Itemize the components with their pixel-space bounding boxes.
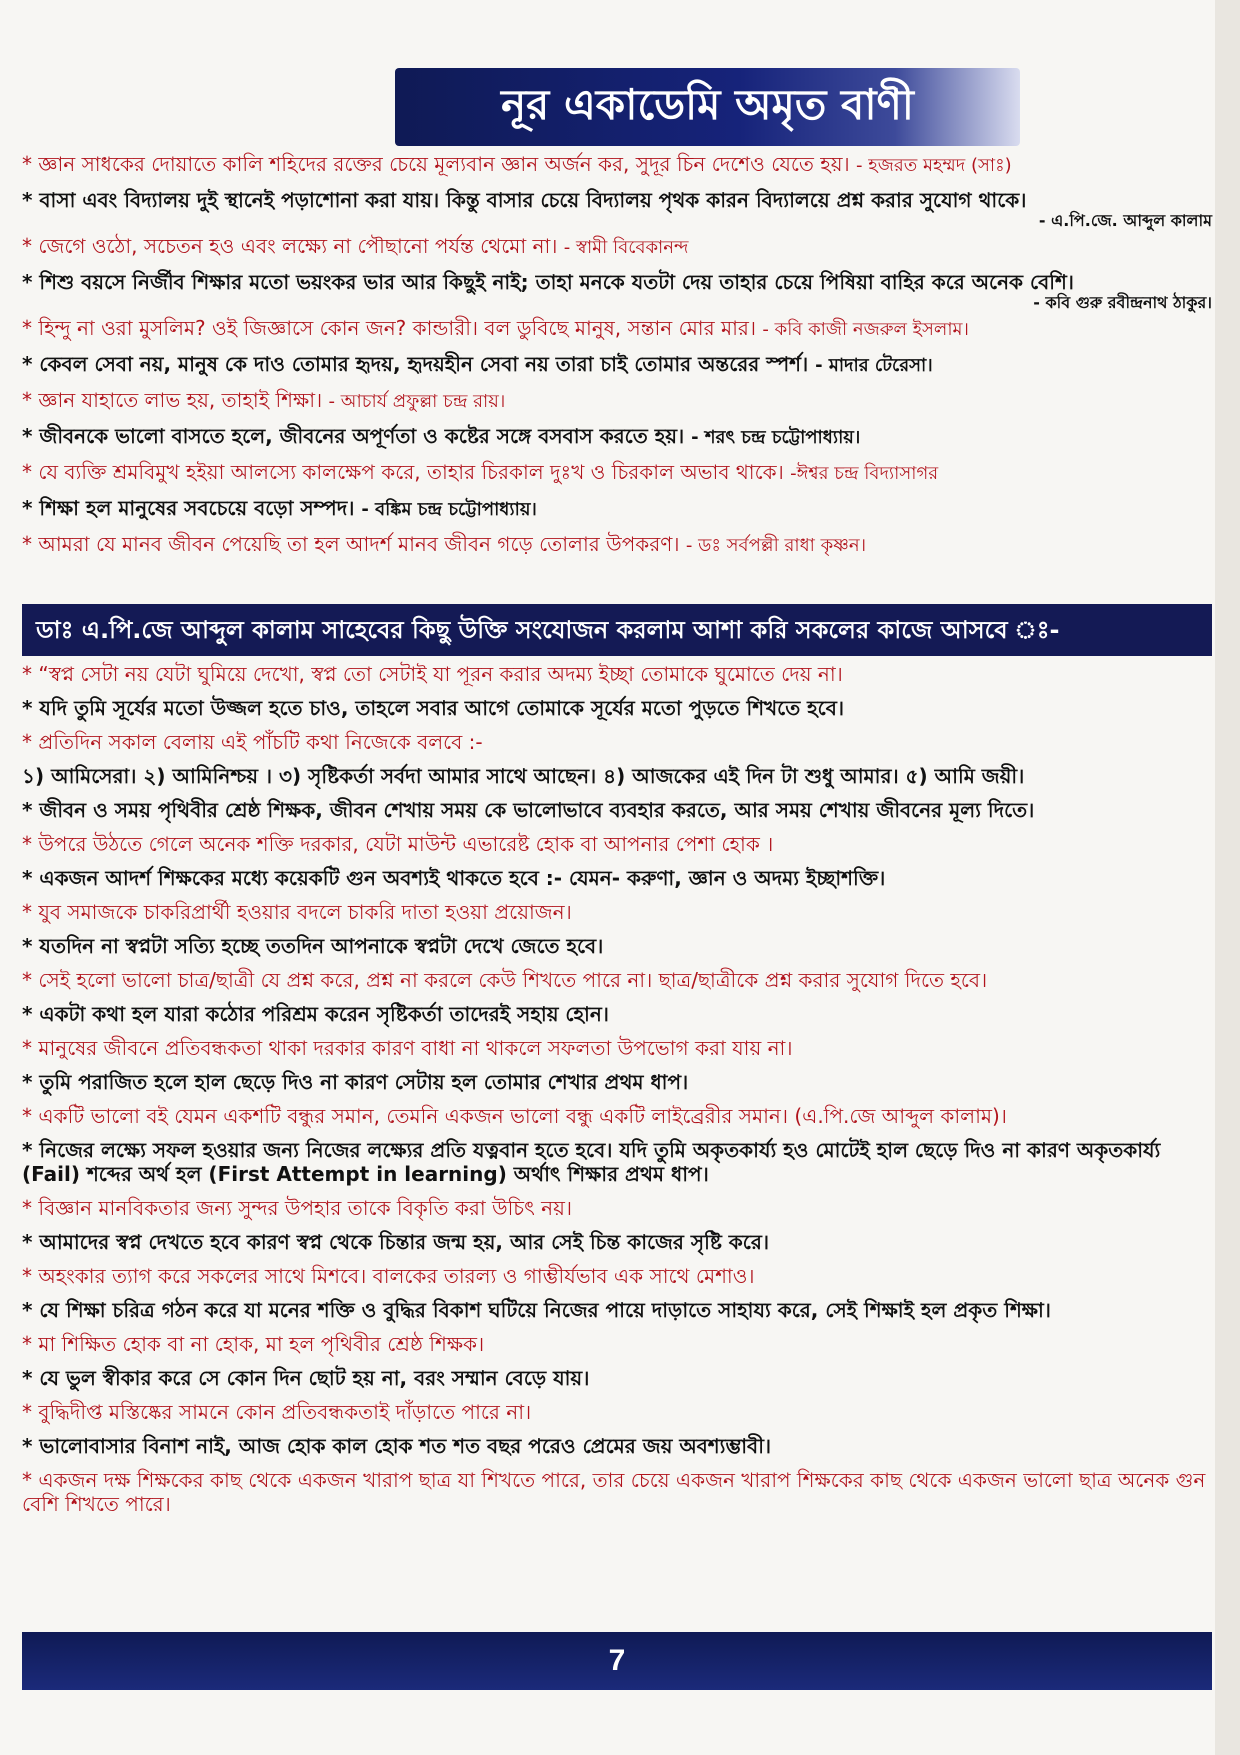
quote-text: * আমাদের স্বপ্ন দেখতে হবে কারণ স্বপ্ন থেকে চিন্তার জন্ম হয়, আর সেই চিন্ত কাজের সৃষ্টি করে। (22, 1230, 769, 1254)
quote-item (22, 1400, 1212, 1424)
quote-text: * নিজের লক্ষ্যে সফল হওয়ার জন্য নিজের লক্ষ্যের প্রতি যত্নবান হতে হবে। যদি তুমি অকৃতকার্য্য হও মোটেই হাল ছেড়ে দিও না কারণ অকৃতকার্য্য (Fail) শব্দের অর্থ হল (First Attempt in learning) অর্থাৎ শিক্ষার প্রথম ধাপ। (22, 1138, 1161, 1186)
quote-text: * অহংকার ত্যাগ করে সকলের সাথে মিশবে। বালকের তারল্য ও গাম্ভীর্যভাব এক সাথে মেশাও। (22, 1264, 755, 1288)
page-number: 7 (608, 1644, 626, 1677)
quote-text: * মানুষের জীবনে প্রতিবন্ধকতা থাকা দরকার কারণ বাধা না থাকলে সফলতা উপভোগ করা যায় না। (22, 1036, 793, 1060)
quote-item (22, 764, 1212, 788)
quote-text: * জীবনকে ভালো বাসতে হলে, জীবনের অপূর্ণতা ও কষ্টের সঙ্গে বসবাস করতে হয়। (22, 424, 685, 448)
quote-text: * যদি তুমি সূর্যের মতো উজ্জল হতে চাও, তাহলে সবার আগে তোমাকে সূর্যের মতো পুড়তে শিখতে হবে। (22, 696, 845, 720)
quote-text: * বিজ্ঞান মানবিকতার জন্য সুন্দর উপহার তাকে বিকৃতি করা উচিৎ নয়। (22, 1196, 573, 1220)
quote-text: * যে শিক্ষা চরিত্র গঠন করে যা মনের শক্তি ও বুদ্ধির বিকাশ ঘটিয়ে নিজের পায়ে দাড়াতে সাহায্য করে, সেই শিক্ষাই হল প্রকৃত শিক্ষা। (22, 1298, 1051, 1322)
quote-item (22, 1196, 1212, 1220)
quote-item (22, 1332, 1212, 1356)
quote-text: * কেবল সেবা নয়, মানুষ কে দাও তোমার হৃদয়, হৃদয়হীন সেবা নয় তারা চাই তোমার অন্তরের স্পর্শ। (22, 352, 809, 376)
quote-item (22, 696, 1212, 720)
quote-item (22, 662, 1212, 686)
quote-text: * জেগে ওঠো, সচেতন হও এবং লক্ষ্যে না পৌছানো পর্যন্ত থেমো না। (22, 234, 558, 258)
quote-item (22, 388, 1212, 414)
quote-text: * জীবন ও সময় পৃথিবীর শ্রেষ্ঠ শিক্ষক, জীবন শেখায় সময় কে ভালোভাবে ব্যবহার করতে, আর সময় শেখায় জীবনের মূল্য দিতে। (22, 798, 1035, 822)
quote-author: - মাদার টেরেসা। (815, 355, 933, 376)
quote-text: * বাসা এবং বিদ্যালয় দুই স্থানেই পড়াশোনা করা যায়। কিন্তু বাসার চেয়ে বিদ্যালয় পৃথক কারন বিদ্যালয়ে প্রশ্ন করার সুযোগ থাকে। (22, 188, 1027, 212)
quote-item (22, 460, 1212, 486)
section-heading: ডাঃ এ.পি.জে আব্দুল কালাম সাহেবের কিছু উক্তি সংযোজন করলাম আশা করি সকলের কাজে আসবে ঃ- (22, 604, 1212, 656)
quote-item (22, 1298, 1212, 1322)
quote-item (22, 934, 1212, 958)
quote-item (22, 352, 1212, 378)
quote-item (22, 832, 1212, 856)
quote-text: * জ্ঞান সাধকের দোয়াতে কালি শহিদের রক্তের চেয়ে মূল্যবান জ্ঞান অর্জন কর, সুদূর চিন দেশেও যেতে হয়। (22, 152, 850, 176)
quote-author: - বঙ্কিম চন্দ্র চট্টোপাধ্যায়। (361, 499, 537, 520)
quote-author: - কবি কাজী নজরুল ইসলাম। (762, 319, 969, 340)
quote-item (22, 1070, 1212, 1094)
quote-text: * আমরা যে মানব জীবন পেয়েছি তা হল আদর্শ মানব জীবন গড়ে তোলার উপকরণ। (22, 532, 680, 556)
quote-text: * একজন আদর্শ শিক্ষকের মধ্যে কয়েকটি গুন অবশ্যই থাকতে হবে :- যেমন- করুণা, জ্ঞান ও অদম্য ইচ্ছাশক্তি। (22, 866, 886, 890)
quote-author: - শরৎ চন্দ্র চট্টোপাধ্যায়। (691, 427, 861, 448)
quote-item (22, 316, 1212, 342)
quote-author: - এ.পি.জে. আব্দুল কালাম (1038, 211, 1212, 230)
quote-text: * একজন দক্ষ শিক্ষকের কাছ থেকে একজন খারাপ ছাত্র যা শিখতে পারে, তার চেয়ে একজন খারাপ শিক্ষকের কাছ থেকে একজন ভালো ছাত্র অনেক গুন বেশি শিখতে পারে। (22, 1468, 1206, 1516)
quote-text: * তুমি পরাজিত হলে হাল ছেড়ে দিও না কারণ সেটায় হল তোমার শেখার প্রথম ধাপ। (22, 1070, 689, 1094)
title-banner (395, 68, 1020, 146)
quote-text: * যুব সমাজকে চাকরিপ্রার্থী হওয়ার বদলে চাকরি দাতা হওয়া প্রয়োজন। (22, 900, 572, 924)
quote-author: - স্বামী বিবেকানন্দ (563, 237, 689, 258)
quote-item (22, 188, 1212, 212)
footer-bar (22, 1632, 1212, 1690)
quote-text: * প্রতিদিন সকাল বেলায় এই পাঁচটি কথা নিজেকে বলবে :- (22, 730, 483, 754)
quote-author: - ডঃ সর্বপল্লী রাধা কৃষ্ণন। (685, 535, 867, 556)
quote-text: * যতদিন না স্বপ্নটা সত্যি হচ্ছে ততদিন আপনাকে স্বপ্নটা দেখে জেতে হবে। (22, 934, 604, 958)
quote-item (22, 1138, 1212, 1186)
quote-text: * একটি ভালো বই যেমন একশটি বন্ধুর সমান, তেমনি একজন ভালো বন্ধু একটি লাইব্রেরীর সমান। (এ.পি.জে আব্দুল কালাম)। (22, 1104, 1007, 1128)
quote-item (22, 900, 1212, 924)
quote-item (22, 532, 1212, 558)
quote-text: * ভালোবাসার বিনাশ নাই, আজ হোক কাল হোক শত শত বছর পরেও প্রেমের জয় অবশ্যম্ভাবী। (22, 1434, 772, 1458)
quote-item (22, 424, 1212, 450)
quote-author: -ঈশ্বর চন্দ্র বিদ্যাসাগর (790, 463, 939, 484)
quote-item (22, 234, 1212, 260)
quote-author: - হজরত মহম্মদ (সাঃ) (856, 155, 1012, 176)
quotes-list-top (22, 152, 1212, 568)
quote-text: * একটা কথা হল যারা কঠোর পরিশ্রম করেন সৃষ্টিকর্তা তাদেরই সহায় হোন। (22, 1002, 609, 1026)
quote-text: ১) আমিসেরা। ২) আমিনিশ্চয় । ৩) সৃষ্টিকর্তা সর্বদা আমার সাথে আছেন। ৪) আজকের এই দিন টা শুধু আমার। ৫) আমি জয়ী। (22, 764, 1025, 788)
quote-item (22, 270, 1212, 294)
quote-item (22, 798, 1212, 822)
quote-item (22, 1002, 1212, 1026)
quote-text: * মা শিক্ষিত হোক বা না হোক, মা হল পৃথিবীর শ্রেষ্ঠ শিক্ষক। (22, 1332, 485, 1356)
quote-author: - আচার্য প্রফুল্লা চন্দ্র রায়। (328, 391, 506, 412)
quote-text: * শিক্ষা হল মানুষের সবচেয়ে বড়ো সম্পদ। (22, 496, 355, 520)
quote-text: * বুদ্ধিদীপ্ত মস্তিষ্কের সামনে কোন প্রতিবন্ধকতাই দাঁড়াতে পারে না। (22, 1400, 532, 1424)
quote-author-line (22, 294, 1212, 312)
quote-text: * “স্বপ্ন সেটা নয় যেটা ঘুমিয়ে দেখো, স্বপ্ন তো সেটাই যা পূরন করার অদম্য ইচ্ছা তোমাকে ঘুমোতে দেয় না। (22, 662, 843, 686)
quote-item (22, 866, 1212, 890)
quote-item (22, 1468, 1212, 1516)
quote-item (22, 1366, 1212, 1390)
quote-item (22, 968, 1212, 992)
quote-text: * যে ব্যক্তি শ্রমবিমুখ হইয়া আলস্যে কালক্ষেপ করে, তাহার চিরকাল দুঃখ ও চিরকাল অভাব থাকে। (22, 460, 784, 484)
quote-author: - কবি গুরু রবীন্দ্রনাথ ঠাকুর। (1033, 293, 1212, 312)
quote-text: * সেই হলো ভালো চাত্র/ছাত্রী যে প্রশ্ন করে, প্রশ্ন না করলে কেউ শিখতে পারে না। ছাত্র/ছাত্রীকে প্রশ্ন করার সুযোগ দিতে হবে। (22, 968, 988, 992)
quote-item (22, 1434, 1212, 1458)
quote-item (22, 1104, 1212, 1128)
quote-text: * শিশু বয়সে নির্জীব শিক্ষার মতো ভয়ংকর ভার আর কিছুই নাই; তাহা মনকে যতটা দেয় তাহার চেয়ে পিষিয়া বাহির করে অনেক বেশি। (22, 270, 1074, 294)
quote-item (22, 152, 1212, 178)
quote-item (22, 1264, 1212, 1288)
quote-item (22, 730, 1212, 754)
page-title: নূর একাডেমি অমৃত বাণী (501, 79, 914, 129)
quotes-list-kalam (22, 662, 1212, 1526)
quote-text: * উপরে উঠতে গেলে অনেক শক্তি দরকার, যেটা মাউন্ট এভারেষ্ট হোক বা আপনার পেশা হোক । (22, 832, 774, 856)
quote-text: * হিন্দু না ওরা মুসলিম? ওই জিজ্ঞাসে কোন জন? কান্ডারী। বল ডুবিছে মানুষ, সন্তান মোর মার। (22, 316, 757, 340)
quote-item (22, 496, 1212, 522)
binding-edge (1215, 0, 1240, 1755)
quote-author-line (22, 212, 1212, 230)
quote-text: * যে ভুল স্বীকার করে সে কোন দিন ছোট হয় না, বরং সম্মান বেড়ে যায়। (22, 1366, 590, 1390)
quote-item (22, 1036, 1212, 1060)
quote-text: * জ্ঞান যাহাতে লাভ হয়, তাহাই শিক্ষা। (22, 388, 323, 412)
quote-item (22, 1230, 1212, 1254)
